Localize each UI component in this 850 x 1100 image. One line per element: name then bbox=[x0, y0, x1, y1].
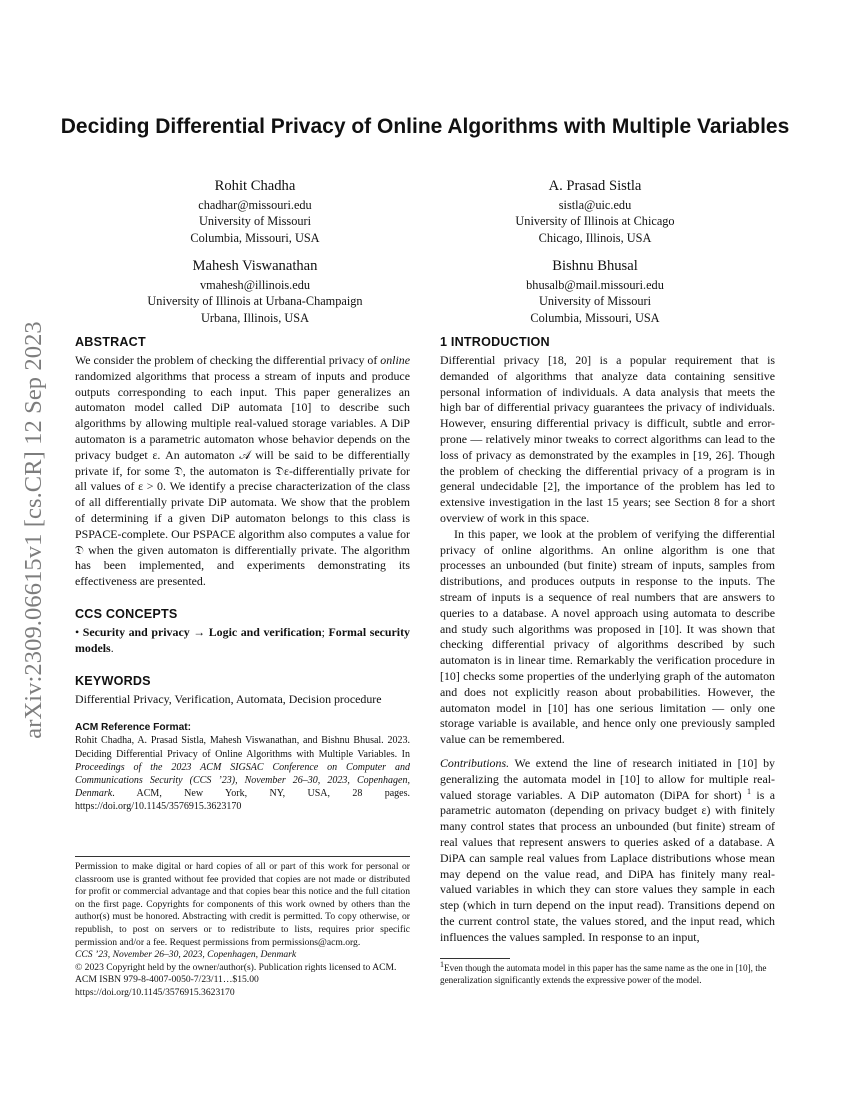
author-block-2 bbox=[452, 177, 738, 246]
contributions-paragraph: Contributions. We extend the line of research initiated in [10] by generalizing the automata model in [10] to allow for multiple real-valued storage variables. A DiP automaton (DiPA for short) $^1$ is a parametric automaton (depending on privacy budget ε) with finitely many control states that process an unbounded (but finite) stream of real values that represent answers to queries asked of a database. A DiPA can sample real values from Laplace distributions whose mean may depend on the value read, and DiPA has finitely many real-valued variables in which they can store values they sample in each step (which in turn depend on the input read). Transitions depend on the current control state, the values stored, and the input read, which influences the values sampled. In response to an input, bbox=[440, 755, 775, 944]
isbn-line: ACM ISBN 979-8-4007-0050-7/23/11…$15.00 bbox=[75, 974, 259, 986]
abstract-heading: ABSTRACT bbox=[75, 335, 146, 349]
acm-ref-heading: ACM Reference Format: bbox=[75, 722, 192, 734]
permission-text: Permission to make digital or hard copies of all or part of this work for personal or classroom use is granted without fee provided that copies are not made or distributed for profit or commercial advantage and that copies bear this notice and the full citation on the first page. Copyrights for components of this work owned by others than the author(s) must be honored. Abstracting with credit is permitted. To copy otherwise, or republish, to post on servers or to redistribute to lists, requires prior specific permission and/or a fee. Request permissions from permissions@acm.org. bbox=[75, 861, 410, 948]
author-location: Columbia, Missouri, USA bbox=[530, 310, 660, 325]
footnote-rule bbox=[440, 958, 510, 959]
acm-reference: Rohit Chadha, A. Prasad Sistla, Mahesh Viswanathan, and Bishnu Bhusal. 2023. Deciding Differential Privacy of Online Algorithms with Multiple Variables. In Proceedings of the 2023 ACM SIGSAC Conference on Computer and Communications Security (CCS ’23), November 26–30, 2023, Copenhagen, Denmark. ACM, New York, NY, USA, 28 pages. https://doi.org/10.1145/3576915.3623170 bbox=[75, 735, 410, 813]
author-location: Chicago, Illinois, USA bbox=[538, 230, 652, 245]
author-name: A. Prasad Sistla bbox=[548, 178, 642, 194]
author-name: Rohit Chadha bbox=[214, 178, 296, 194]
author-affiliation: University of Missouri bbox=[198, 214, 312, 229]
right-column bbox=[440, 334, 775, 945]
left-column bbox=[75, 334, 410, 814]
introduction-heading: 1 INTRODUCTION bbox=[440, 335, 550, 349]
author-email: sistla@uic.edu bbox=[558, 198, 632, 212]
author-affiliation: University of Missouri bbox=[538, 294, 652, 309]
abstract-text: We consider the problem of checking the differential privacy of online randomized algorithms that process a stream of inputs and produce outputs corresponding to each input. This paper generalizes an automaton model called DiP automata [10] to describe such algorithms by allowing multiple real-valued storage variables. A DiP automaton is a parametric automaton whose behavior depends on the privacy budget ε. An automaton 𝒜 will be said to be differentially private if, for some 𝔇, the automaton is 𝔇ε-differentially private for all values of ε > 0. We identify a precise characterization of the class of all differentially private DiP automata. We show that the problem of determining if a given DiP automaton belongs to this class is PSPACE-complete. Our PSPACE algorithm also computes a value for 𝔇 when the given automaton is differentially private. The algorithm has been implemented, and experiments demonstrating its effectiveness are presented. bbox=[75, 353, 410, 589]
author-affiliation: University of Illinois at Urbana-Champaign bbox=[147, 294, 363, 309]
arxiv-identifier: arXiv:2309.06615v1 [cs.CR] 12 Sep 2023 bbox=[20, 321, 47, 739]
conference-line: CCS ’23, November 26–30, 2023, Copenhagen, Denmark bbox=[75, 949, 297, 961]
author-location: Columbia, Missouri, USA bbox=[190, 230, 320, 245]
author-name: Mahesh Viswanathan bbox=[192, 258, 318, 274]
author-email: vmahesh@illinois.edu bbox=[199, 278, 311, 292]
author-block-3 bbox=[112, 257, 398, 326]
author-block-1 bbox=[112, 177, 398, 246]
author-email: chadhar@missouri.edu bbox=[198, 198, 312, 212]
paper-title: Deciding Differential Privacy of Online Algorithms with Multiple Variables bbox=[60, 115, 790, 138]
author-affiliation: University of Illinois at Chicago bbox=[515, 214, 675, 229]
permission-block bbox=[75, 861, 410, 1000]
copyright-line: © 2023 Copyright held by the owner/author(s). Publication rights licensed to ACM. bbox=[75, 961, 397, 973]
footnote: $^1$Even though the automata model in this paper has the same name as the one in [10], the generalization significantly extends the expressive power of the model. bbox=[440, 959, 767, 985]
keywords-heading: KEYWORDS bbox=[75, 673, 151, 688]
intro-paragraph-1: Differential privacy [18, 20] is a popular requirement that is demanded of algorithms that analyze data containing sensitive personal information of individuals. A data analysis that meets the high bar of differential privacy guarantees the privacy of individuals. However, ensuring differential privacy is difficult, subtle and error-prone — relatively minor tweaks to correct algorithms can lead to the loss of privacy as demonstrated by the examples in [19, 26]. Though the problem of checking the differential privacy of a program is in general undecidable [2], the importance of the problem has led to extensive investigation in the last 15 years; see Section 8 for a short overview of work in this space. bbox=[440, 353, 775, 525]
author-location: Urbana, Illinois, USA bbox=[201, 310, 309, 325]
arxiv-sidebar bbox=[8, 270, 60, 790]
ccs-heading: CCS CONCEPTS bbox=[75, 606, 178, 621]
author-name: Bishnu Bhusal bbox=[552, 258, 638, 274]
doi-line: https://doi.org/10.1145/3576915.3623170 bbox=[75, 986, 235, 998]
intro-paragraph-2: In this paper, we look at the problem of verifying the differential privacy of online algorithms. An online algorithm is one that processes an unbounded (but finite) stream of inputs, samples from distributions, and produces outputs in response to the inputs. The stream of inputs is a sequence of real numbers that are answers to queries to a database. A novel approach using automata to describe and study such algorithms was proposed in [10]. It was shown that checking differential privacy of algorithms described by such automaton is in linear time. Remarkably the verification procedure in [10] checks some properties of the underlying graph of the automaton and does not explicitly reason about probabilities. However, the automaton model in [10] has one serious limitation — only one storage variable is available, and hence only one previously sampled value can be remembered. bbox=[440, 526, 775, 747]
author-block-4 bbox=[452, 257, 738, 326]
author-email: bhusalb@mail.missouri.edu bbox=[526, 278, 664, 292]
permission-rule bbox=[75, 856, 410, 857]
keywords-text: Differential Privacy, Verification, Automata, Decision procedure bbox=[75, 691, 382, 706]
ccs-concepts: • Security and privacy → Logic and verification; Formal security models. bbox=[75, 624, 411, 655]
